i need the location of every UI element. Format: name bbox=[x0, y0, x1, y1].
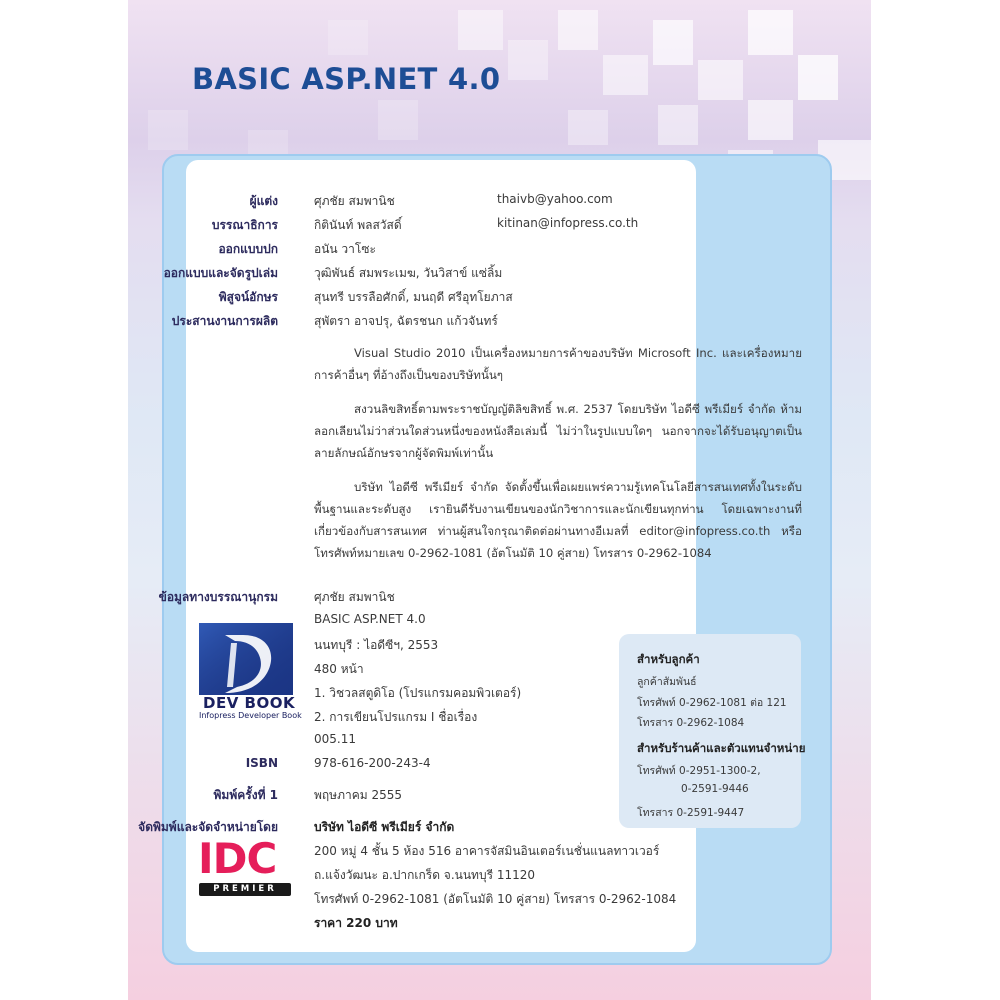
catalog-line: 480 หน้า bbox=[314, 662, 364, 676]
catalog-label: ข้อมูลทางบรรณานุกรม bbox=[158, 590, 278, 604]
publisher-phone: โทรศัพท์ 0-2962-1081 (อัตโนมัติ 10 คู่สาย) โทรสาร 0-2962-1084 bbox=[314, 892, 677, 906]
trademark-paragraph: Visual Studio 2010 เป็นเครื่องหมายการค้าของบริษัท Microsoft Inc. และเครื่องหมายการค้าอื่นๆ ที่อ้างถึงเป็นของบริษัทนั้นๆ bbox=[314, 346, 802, 382]
dev-book-logo-text: DEV BOOK bbox=[203, 694, 296, 712]
isbn-value: 978-616-200-243-4 bbox=[314, 756, 431, 770]
publisher-address: 200 หมู่ 4 ชั้น 5 ห้อง 516 อาคารจัสมินอินเตอร์เนชั่นแนลทาวเวอร์ bbox=[314, 844, 660, 858]
credit-email[interactable]: thaivb@yahoo.com bbox=[497, 192, 613, 206]
contact-customer-title: สำหรับลูกค้า bbox=[637, 652, 700, 666]
catalog-line: BASIC ASP.NET 4.0 bbox=[314, 612, 426, 626]
dev-book-logo-subtitle: Infopress Developer Book bbox=[199, 711, 302, 720]
catalog-line: 2. การเขียนโปรแกรม I ชื่อเรื่อง bbox=[314, 710, 478, 724]
credit-value: กิตินันท์ พลสวัสดิ์ bbox=[314, 218, 402, 232]
contact-line: โทรสาร 0-2962-1084 bbox=[637, 717, 745, 729]
publisher-info-paragraph: บริษัท ไอดีซี พรีเมียร์ จำกัด จัดตั้งขึ้นเพื่อเผยแพร่ความรู้เทคโนโลยีสารสนเทศทั้งในระดับพื้นฐานและระดับสูง เรายินดีรับงานเขียนของนักวิชาการและนักเขียนทุกท่าน โดยเฉพาะงานที่เกี่ยวข้องกับสารสนเทศ ท่านผู้สนใจกรุณาติดต่อผ่านทางอีเมลที่ editor@infopress.co.th หรือโทรศัพท์หมายเลข 0-2962-1081 (อัตโนมัติ 10 คู่สาย) โทรสาร 0-2962-1084 bbox=[314, 480, 802, 560]
contact-line: โทรศัพท์ 0-2962-1081 ต่อ 121 bbox=[637, 697, 787, 709]
contact-dealer-title: สำหรับร้านค้าและตัวแทนจำหน่าย bbox=[637, 741, 806, 755]
price: ราคา 220 บาท bbox=[314, 916, 398, 930]
credit-email[interactable]: kitinan@infopress.co.th bbox=[497, 216, 639, 230]
catalog-line: นนทบุรี : ไอดีซีฯ, 2553 bbox=[314, 638, 439, 652]
catalog-line: 1. วิชวลสตูดิโอ (โปรแกรมคอมพิวเตอร์) bbox=[314, 686, 522, 700]
idc-logo-text: IDC bbox=[198, 834, 277, 883]
contact-line: 0-2591-9446 bbox=[681, 783, 749, 795]
credit-value: วุฒิพันธ์ สมพระเมฆ, วันวิสาข์ แซ่ลิ้ม bbox=[314, 266, 503, 280]
credit-label: ประสานงานการผลิต bbox=[171, 314, 278, 328]
publisher-label: จัดพิมพ์และจัดจำหน่ายโดย bbox=[138, 820, 278, 834]
catalog-line: 005.11 bbox=[314, 732, 356, 746]
credit-value: ศุภชัย สมพานิช bbox=[314, 194, 395, 208]
credit-label: ออกแบบปก bbox=[218, 242, 278, 256]
publisher-address: ถ.แจ้งวัฒนะ อ.ปากเกร็ด จ.นนทบุรี 11120 bbox=[314, 868, 536, 882]
credit-value: สุนทรี บรรลือศักดิ์, มนฤดี ศรีอุทโยภาส bbox=[314, 290, 513, 304]
credit-value: อนัน วาโซะ bbox=[314, 242, 376, 256]
credit-label: ผู้แต่ง bbox=[249, 194, 278, 208]
copyright-paragraph: สงวนลิขสิทธิ์ตามพระราชบัญญัติลิขสิทธิ์ พ.ศ. 2537 โดยบริษัท ไอดีซี พรีเมียร์ จำกัด ห้ามลอกเลียนไม่ว่าส่วนใดส่วนหนึ่งของหนังสือเล่มนี้ ไม่ว่าในรูปแบบใดๆ นอกจากจะได้รับอนุญาตเป็นลายลักษณ์อักษรจากผู้จัดพิมพ์เท่านั้น bbox=[314, 402, 802, 460]
contact-line: โทรสาร 0-2591-9447 bbox=[637, 807, 745, 819]
isbn-label: ISBN bbox=[245, 756, 278, 770]
credit-label: ออกแบบและจัดรูปเล่ม bbox=[163, 266, 278, 280]
credit-label: พิสูจน์อักษร bbox=[218, 290, 278, 304]
edition-value: พฤษภาคม 2555 bbox=[314, 788, 403, 802]
edition-label: พิมพ์ครั้งที่ 1 bbox=[213, 788, 278, 802]
credit-label: บรรณาธิการ bbox=[211, 218, 278, 232]
catalog-line: ศุภชัย สมพานิช bbox=[314, 590, 395, 604]
contact-line: โทรศัพท์ 0-2951-1300-2, bbox=[637, 765, 761, 777]
credit-value: สุพัตรา อาจปรุ, ฉัตรชนก แก้วจันทร์ bbox=[314, 314, 498, 328]
idc-premier-bar: PREMIER bbox=[199, 883, 291, 896]
publisher-name: บริษัท ไอดีซี พรีเมียร์ จำกัด bbox=[314, 820, 455, 834]
book-title: BASIC ASP.NET 4.0 bbox=[192, 62, 501, 96]
contact-line: ลูกค้าสัมพันธ์ bbox=[637, 676, 697, 688]
